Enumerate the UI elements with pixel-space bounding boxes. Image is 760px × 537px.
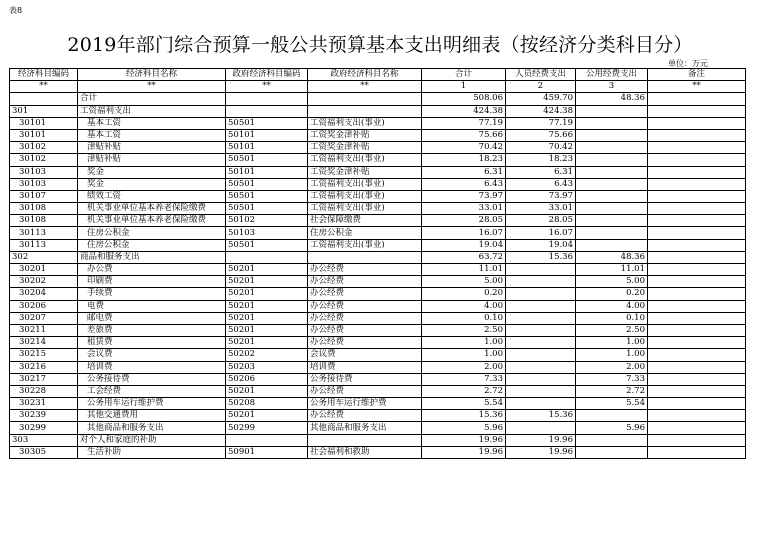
cell-public	[576, 178, 648, 190]
cell-gov-code: 50901	[226, 446, 308, 458]
table-row	[10, 361, 746, 373]
cell-total: 508.06	[422, 93, 506, 105]
table-row	[10, 410, 746, 422]
cell-gov-name: 工资奖金津补贴	[308, 142, 422, 154]
cell-econ-name: 机关事业单位基本养老保险缴费	[78, 215, 226, 227]
cell-public: 0.10	[576, 312, 648, 324]
cell-note	[648, 227, 746, 239]
cell-public: 7.33	[576, 373, 648, 385]
table-row	[10, 288, 746, 300]
header-cell: 经济科目名称	[78, 69, 226, 81]
cell-econ-code: 303	[10, 434, 78, 446]
cell-gov-name: 工资福利支出(事业)	[308, 239, 422, 251]
cell-public	[576, 166, 648, 178]
cell-public	[576, 105, 648, 117]
cell-total: 2.00	[422, 361, 506, 373]
cell-econ-code: 30102	[10, 142, 78, 154]
cell-total: 4.00	[422, 300, 506, 312]
cell-gov-name: 办公经费	[308, 288, 422, 300]
cell-public	[576, 410, 648, 422]
cell-total: 2.50	[422, 324, 506, 336]
cell-note	[648, 105, 746, 117]
cell-public: 1.00	[576, 349, 648, 361]
cell-public: 5.96	[576, 422, 648, 434]
cell-total: 1.00	[422, 349, 506, 361]
cell-personnel: 28.05	[506, 215, 576, 227]
cell-note	[648, 166, 746, 178]
cell-note	[648, 264, 746, 276]
header-cell: 合计	[422, 69, 506, 81]
table-row	[10, 373, 746, 385]
subheader-cell: **	[226, 81, 308, 93]
table-row	[10, 422, 746, 434]
table-row	[10, 178, 746, 190]
header-row	[10, 69, 746, 81]
cell-econ-name: 手续费	[78, 288, 226, 300]
table-row	[10, 166, 746, 178]
cell-gov-name	[308, 105, 422, 117]
subheader-cell: **	[308, 81, 422, 93]
subheader-cell: **	[648, 81, 746, 93]
cell-personnel	[506, 422, 576, 434]
cell-note	[648, 434, 746, 446]
cell-total: 19.04	[422, 239, 506, 251]
cell-public	[576, 239, 648, 251]
cell-gov-code: 50201	[226, 324, 308, 336]
cell-personnel	[506, 373, 576, 385]
cell-total: 2.72	[422, 385, 506, 397]
table-row	[10, 142, 746, 154]
cell-gov-code: 50208	[226, 398, 308, 410]
cell-gov-name	[308, 93, 422, 105]
cell-econ-code: 30216	[10, 361, 78, 373]
cell-econ-code: 30108	[10, 215, 78, 227]
cell-note	[648, 251, 746, 263]
cell-note	[648, 410, 746, 422]
cell-note	[648, 361, 746, 373]
cell-gov-code: 50201	[226, 300, 308, 312]
cell-gov-name: 其他商品和服务支出	[308, 422, 422, 434]
cell-gov-name: 工资福利支出(事业)	[308, 117, 422, 129]
cell-personnel: 75.66	[506, 129, 576, 141]
cell-total: 5.00	[422, 276, 506, 288]
cell-econ-code: 30231	[10, 398, 78, 410]
cell-gov-code: 50501	[226, 203, 308, 215]
cell-total: 18.23	[422, 154, 506, 166]
cell-note	[648, 337, 746, 349]
table-row	[10, 129, 746, 141]
cell-note	[648, 93, 746, 105]
cell-public: 48.36	[576, 93, 648, 105]
cell-econ-name: 基本工资	[78, 129, 226, 141]
cell-econ-name: 邮电费	[78, 312, 226, 324]
cell-econ-code: 30103	[10, 178, 78, 190]
cell-personnel: 6.31	[506, 166, 576, 178]
cell-personnel	[506, 300, 576, 312]
cell-public	[576, 117, 648, 129]
cell-public: 2.00	[576, 361, 648, 373]
cell-gov-code: 50501	[226, 178, 308, 190]
table-row	[10, 105, 746, 117]
cell-econ-name: 工资福利支出	[78, 105, 226, 117]
table-row	[10, 239, 746, 251]
cell-econ-name: 基本工资	[78, 117, 226, 129]
cell-gov-name: 公务用车运行维护费	[308, 398, 422, 410]
cell-econ-code: 30204	[10, 288, 78, 300]
cell-econ-code	[10, 93, 78, 105]
cell-econ-code: 30217	[10, 373, 78, 385]
cell-personnel: 33.01	[506, 203, 576, 215]
cell-total: 11.01	[422, 264, 506, 276]
cell-gov-code	[226, 251, 308, 263]
table-row	[10, 227, 746, 239]
subheader-cell: 2	[506, 81, 576, 93]
cell-note	[648, 446, 746, 458]
cell-total: 5.54	[422, 398, 506, 410]
table-row	[10, 337, 746, 349]
cell-gov-name: 住房公积金	[308, 227, 422, 239]
table-row	[10, 264, 746, 276]
cell-econ-name: 商品和服务支出	[78, 251, 226, 263]
cell-econ-code: 30207	[10, 312, 78, 324]
cell-gov-name: 工资福利支出(事业)	[308, 203, 422, 215]
cell-econ-name: 奖金	[78, 166, 226, 178]
cell-note	[648, 178, 746, 190]
cell-gov-name: 工资福利支出(事业)	[308, 178, 422, 190]
cell-note	[648, 190, 746, 202]
cell-personnel	[506, 349, 576, 361]
cell-gov-name: 办公经费	[308, 276, 422, 288]
cell-econ-code: 301	[10, 105, 78, 117]
cell-personnel: 459.70	[506, 93, 576, 105]
unit-label: 单位：万元	[668, 59, 708, 68]
cell-econ-name: 奖金	[78, 178, 226, 190]
cell-note	[648, 398, 746, 410]
subheader-cell: **	[78, 81, 226, 93]
cell-public: 5.54	[576, 398, 648, 410]
cell-gov-code: 50201	[226, 312, 308, 324]
cell-public	[576, 190, 648, 202]
cell-econ-code: 30101	[10, 117, 78, 129]
cell-note	[648, 142, 746, 154]
cell-econ-code: 30107	[10, 190, 78, 202]
cell-econ-name: 印刷费	[78, 276, 226, 288]
cell-public	[576, 446, 648, 458]
cell-public: 2.72	[576, 385, 648, 397]
cell-personnel: 424.38	[506, 105, 576, 117]
cell-econ-code: 30108	[10, 203, 78, 215]
cell-total: 33.01	[422, 203, 506, 215]
cell-total: 63.72	[422, 251, 506, 263]
cell-total: 424.38	[422, 105, 506, 117]
cell-personnel: 6.43	[506, 178, 576, 190]
cell-personnel: 73.97	[506, 190, 576, 202]
table-row	[10, 324, 746, 336]
cell-gov-code: 50299	[226, 422, 308, 434]
cell-gov-name: 公务接待费	[308, 373, 422, 385]
cell-personnel	[506, 385, 576, 397]
cell-note	[648, 215, 746, 227]
cell-public	[576, 203, 648, 215]
cell-personnel: 70.42	[506, 142, 576, 154]
page-title: 2019年部门综合预算一般公共预算基本支出明细表（按经济分类科目分）	[67, 34, 693, 56]
cell-gov-name: 办公经费	[308, 312, 422, 324]
cell-econ-code: 30101	[10, 129, 78, 141]
cell-public	[576, 142, 648, 154]
cell-gov-code: 50206	[226, 373, 308, 385]
cell-public	[576, 215, 648, 227]
cell-gov-code: 50201	[226, 410, 308, 422]
cell-note	[648, 422, 746, 434]
cell-note	[648, 324, 746, 336]
cell-total: 7.33	[422, 373, 506, 385]
cell-econ-code: 30211	[10, 324, 78, 336]
cell-gov-code: 50201	[226, 264, 308, 276]
table-number-label: 表8	[9, 6, 23, 15]
cell-personnel	[506, 312, 576, 324]
cell-econ-code: 30201	[10, 264, 78, 276]
cell-personnel: 19.04	[506, 239, 576, 251]
cell-econ-code: 30228	[10, 385, 78, 397]
cell-gov-code: 50203	[226, 361, 308, 373]
cell-gov-code: 50201	[226, 385, 308, 397]
header-cell: 经济科目编码	[10, 69, 78, 81]
cell-econ-name: 生活补助	[78, 446, 226, 458]
cell-gov-code: 50101	[226, 129, 308, 141]
cell-gov-code: 50201	[226, 276, 308, 288]
table-row	[10, 349, 746, 361]
header-cell: 政府经济科目名称	[308, 69, 422, 81]
cell-econ-code: 30103	[10, 166, 78, 178]
cell-public: 2.50	[576, 324, 648, 336]
cell-total: 16.07	[422, 227, 506, 239]
cell-econ-code: 30102	[10, 154, 78, 166]
table-row	[10, 203, 746, 215]
cell-note	[648, 129, 746, 141]
cell-public	[576, 227, 648, 239]
cell-note	[648, 385, 746, 397]
cell-econ-name: 培训费	[78, 361, 226, 373]
cell-gov-code: 50101	[226, 142, 308, 154]
cell-econ-name: 办公费	[78, 264, 226, 276]
cell-personnel: 15.36	[506, 410, 576, 422]
cell-personnel	[506, 361, 576, 373]
cell-gov-code: 50201	[226, 337, 308, 349]
table-row	[10, 300, 746, 312]
cell-econ-code: 30239	[10, 410, 78, 422]
budget-table	[9, 68, 746, 459]
cell-public: 11.01	[576, 264, 648, 276]
cell-gov-name: 办公经费	[308, 264, 422, 276]
table-row	[10, 154, 746, 166]
cell-personnel: 15.36	[506, 251, 576, 263]
cell-gov-name: 工资奖金津补贴	[308, 166, 422, 178]
cell-gov-code: 50501	[226, 117, 308, 129]
table-row	[10, 385, 746, 397]
cell-note	[648, 203, 746, 215]
cell-note	[648, 276, 746, 288]
cell-public: 48.36	[576, 251, 648, 263]
cell-personnel: 19.96	[506, 446, 576, 458]
cell-personnel	[506, 398, 576, 410]
cell-gov-code: 50101	[226, 166, 308, 178]
cell-gov-code: 50501	[226, 154, 308, 166]
cell-note	[648, 300, 746, 312]
cell-gov-name: 工资奖金津补贴	[308, 129, 422, 141]
cell-econ-code: 30299	[10, 422, 78, 434]
cell-gov-code: 50103	[226, 227, 308, 239]
cell-econ-code: 30202	[10, 276, 78, 288]
cell-note	[648, 312, 746, 324]
cell-note	[648, 117, 746, 129]
cell-total: 6.31	[422, 166, 506, 178]
cell-gov-name: 会议费	[308, 349, 422, 361]
cell-note	[648, 373, 746, 385]
subheader-cell: 1	[422, 81, 506, 93]
cell-econ-name: 绩效工资	[78, 190, 226, 202]
cell-econ-name: 住房公积金	[78, 239, 226, 251]
cell-gov-name: 培训费	[308, 361, 422, 373]
cell-total: 19.96	[422, 434, 506, 446]
table-row	[10, 446, 746, 458]
cell-gov-code: 50102	[226, 215, 308, 227]
cell-gov-name: 办公经费	[308, 337, 422, 349]
cell-econ-name: 公务用车运行维护费	[78, 398, 226, 410]
cell-econ-code: 30206	[10, 300, 78, 312]
table-body	[10, 93, 746, 459]
cell-personnel: 18.23	[506, 154, 576, 166]
table-row	[10, 215, 746, 227]
cell-personnel	[506, 276, 576, 288]
cell-econ-name: 电费	[78, 300, 226, 312]
header-cell: 人员经费支出	[506, 69, 576, 81]
cell-note	[648, 349, 746, 361]
cell-gov-code: 50501	[226, 190, 308, 202]
subheader-row	[10, 81, 746, 93]
cell-econ-code: 302	[10, 251, 78, 263]
cell-econ-name: 其他交通费用	[78, 410, 226, 422]
cell-total: 6.43	[422, 178, 506, 190]
cell-gov-code	[226, 434, 308, 446]
cell-econ-name: 会议费	[78, 349, 226, 361]
cell-total: 75.66	[422, 129, 506, 141]
cell-econ-name: 机关事业单位基本养老保险缴费	[78, 203, 226, 215]
cell-econ-code: 30113	[10, 227, 78, 239]
table-row	[10, 312, 746, 324]
cell-personnel: 77.19	[506, 117, 576, 129]
table-row	[10, 434, 746, 446]
cell-public: 0.20	[576, 288, 648, 300]
cell-note	[648, 288, 746, 300]
cell-gov-name: 办公经费	[308, 300, 422, 312]
cell-gov-name: 社会保障缴费	[308, 215, 422, 227]
cell-econ-code: 30214	[10, 337, 78, 349]
cell-gov-code: 50202	[226, 349, 308, 361]
cell-public	[576, 154, 648, 166]
cell-econ-code: 30113	[10, 239, 78, 251]
cell-gov-code: 50501	[226, 239, 308, 251]
cell-personnel	[506, 288, 576, 300]
cell-econ-name: 对个人和家庭的补助	[78, 434, 226, 446]
cell-public: 1.00	[576, 337, 648, 349]
cell-econ-name: 公务接待费	[78, 373, 226, 385]
cell-total: 15.36	[422, 410, 506, 422]
cell-gov-name: 办公经费	[308, 324, 422, 336]
cell-econ-name: 津贴补贴	[78, 142, 226, 154]
table-row	[10, 251, 746, 263]
cell-econ-name: 租赁费	[78, 337, 226, 349]
cell-gov-name: 工资福利支出(事业)	[308, 154, 422, 166]
table-row	[10, 276, 746, 288]
cell-gov-code	[226, 93, 308, 105]
cell-total: 0.10	[422, 312, 506, 324]
cell-total: 19.96	[422, 446, 506, 458]
cell-public: 4.00	[576, 300, 648, 312]
cell-total: 73.97	[422, 190, 506, 202]
cell-total: 5.96	[422, 422, 506, 434]
cell-total: 28.05	[422, 215, 506, 227]
cell-gov-name	[308, 434, 422, 446]
table-row	[10, 398, 746, 410]
cell-gov-name: 工资福利支出(事业)	[308, 190, 422, 202]
subheader-cell: **	[10, 81, 78, 93]
cell-econ-code: 30305	[10, 446, 78, 458]
cell-gov-name: 办公经费	[308, 410, 422, 422]
table-row	[10, 190, 746, 202]
cell-econ-name: 差旅费	[78, 324, 226, 336]
header-cell: 公用经费支出	[576, 69, 648, 81]
cell-personnel	[506, 337, 576, 349]
header-cell: 备注	[648, 69, 746, 81]
cell-econ-name: 住房公积金	[78, 227, 226, 239]
cell-total: 0.20	[422, 288, 506, 300]
cell-public	[576, 129, 648, 141]
subheader-cell: 3	[576, 81, 648, 93]
cell-note	[648, 154, 746, 166]
cell-gov-code: 50201	[226, 288, 308, 300]
cell-econ-name: 工会经费	[78, 385, 226, 397]
cell-econ-name: 其他商品和服务支出	[78, 422, 226, 434]
cell-total: 1.00	[422, 337, 506, 349]
cell-personnel: 19.96	[506, 434, 576, 446]
cell-econ-name: 津贴补贴	[78, 154, 226, 166]
cell-note	[648, 239, 746, 251]
cell-total: 77.19	[422, 117, 506, 129]
cell-personnel	[506, 324, 576, 336]
cell-gov-code	[226, 105, 308, 117]
cell-gov-name	[308, 251, 422, 263]
cell-personnel	[506, 264, 576, 276]
table-row	[10, 117, 746, 129]
cell-public	[576, 434, 648, 446]
cell-gov-name: 社会福利和救助	[308, 446, 422, 458]
header-cell: 政府经济科目编码	[226, 69, 308, 81]
cell-personnel: 16.07	[506, 227, 576, 239]
cell-econ-name: 合计	[78, 93, 226, 105]
cell-gov-name: 办公经费	[308, 385, 422, 397]
cell-econ-code: 30215	[10, 349, 78, 361]
cell-total: 70.42	[422, 142, 506, 154]
table-row	[10, 93, 746, 105]
cell-public: 5.00	[576, 276, 648, 288]
